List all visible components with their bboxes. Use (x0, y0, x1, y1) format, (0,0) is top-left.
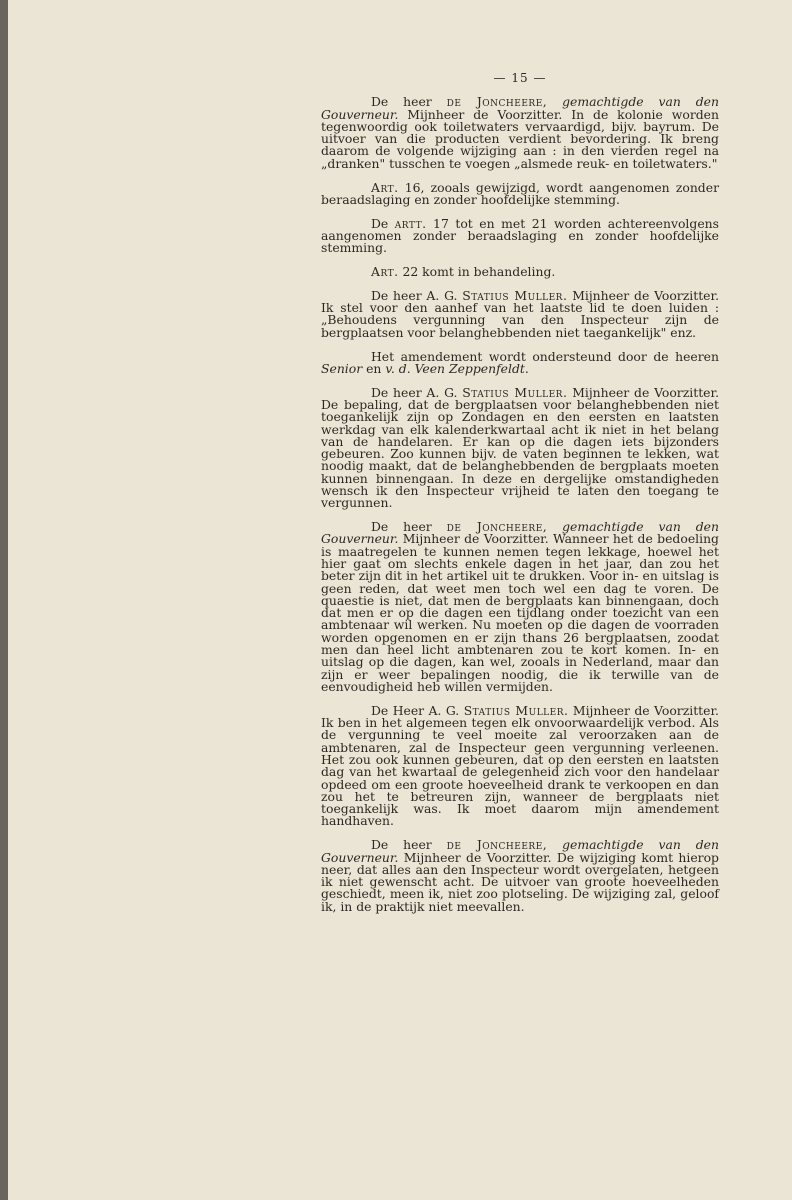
paragraph (321, 179, 719, 207)
paragraph (321, 96, 719, 170)
speaker-name: Statius Muller. (462, 384, 568, 400)
text-span: De (371, 215, 395, 231)
speaker-name: Art. (371, 179, 399, 195)
page-number: — 15 — (493, 71, 547, 85)
text-span: Mijnheer de Voorzitter. Wanneer het de bedoeling is maatregelen te kunnen nemen tegen lekkage, hoewel het hier gaat om slechts enkele dagen in het jaar, dan zou het beter zijn dit in het artikel uit te drukken. Voor in- en uitslag is geen reden, dat weet men toch wel een dag te voren. De quaestie is niet, dat men de bergplaats kan binnengaan, doch dat men er op die dagen een tijdlang onder toezicht van een ambtenaar wil werken. Nu moeten op die dagen de voorraden worden opgenomen en er zijn thans 26 bergplaatsen, zoodat men dan heel licht ambtenaren zou te kort komen. In- en uitslag op die dagen, kan wel, zooals in Nederland, maar dan zijn er weer bepalingen noodig, die ik terwille van de eenvoudigheid heb willen vermijden. (321, 531, 719, 694)
paragraph (321, 215, 719, 256)
text-span: De heer (371, 94, 447, 110)
speaker-name: Statius Muller. (462, 287, 568, 303)
text-span: 22 komt in behandeling. (398, 264, 556, 280)
paragraph (321, 384, 720, 511)
paragraph (321, 839, 719, 913)
speaker-name: de Joncheere, (446, 94, 548, 110)
text-span: en (362, 360, 386, 376)
text-span: Mijnheer de Voorzitter. Ik stel voor den aanhef van het laatste lid te doen luiden : „Behoudens vergunning van den Inspecteur zijn de bergplaatsen voor belanghebbenden niet taegankelijk" enz. (321, 287, 720, 340)
speaker-name: de Joncheere, (446, 519, 548, 535)
text-span: De heer A. G. (371, 384, 463, 400)
text-span: Mijnheer de Voorzitter. In de kolonie worden tegenwoordig ook toiletwaters vervaardigd, bijv. bayrum. De uitvoer van die producten verdient bevordering. Ik breng daarom de volgende wijziging aan : in den vierden regel na „dranken" tusschen te voegen „alsmede reuk- en toiletwaters." (321, 106, 719, 171)
text-span: De heer (371, 519, 447, 535)
text-span: De heer (371, 837, 447, 853)
paragraph (321, 702, 719, 829)
document-page (8, 0, 792, 1200)
text-span: De heer A. G. (371, 287, 463, 303)
paragraphs (321, 96, 719, 913)
text-column (321, 72, 719, 925)
speaker-name: Statius Muller. (463, 702, 569, 718)
italic-text: gemachtigde van den Gouverneur. (321, 519, 719, 547)
text-span: Het amendement wordt ondersteund door de heeren (371, 348, 719, 364)
text-span: De Heer A. G. (371, 702, 464, 718)
speaker-name: Art. (371, 264, 399, 280)
paragraph (321, 521, 719, 693)
paragraph (321, 287, 720, 340)
italic-text: gemachtigde van den Gouverneur. (321, 94, 719, 122)
italic-text: Senior (321, 360, 363, 376)
text-span: Mijnheer de Voorzitter. De bepaling, dat de bergplaatsen voor belanghebbenden niet toegankelijk zijn op Zondagen en den eersten en laatsten werkdag van elk kalenderkwartaal acht ik niet in het belang van de handelaren. Er kan op die dagen iets bijzonders gebeuren. Zoo kunnen bijv. de vaten beginnen te lekken, wat noodig maakt, dat de belanghebbenden de bergplaats moeten kunnen binnengaan. In deze en dergelijke omstandigheden wensch ik den Inspecteur vrijheid te laten den toegang te vergunnen. (321, 384, 720, 511)
italic-text: gemachtigde van den Gouverneur. (321, 837, 719, 865)
paragraph (321, 266, 719, 278)
italic-text: v. d. Veen Zeppenfeldt. (385, 360, 529, 376)
paragraph (321, 348, 719, 376)
speaker-name: de Joncheere, (446, 837, 548, 853)
text-span: 17 tot en met 21 worden achtereenvolgens aangenomen zonder beraadslaging en zonder hoofdelijke stemming. (321, 215, 719, 256)
speaker-name: artt. (394, 215, 427, 231)
text-span: 16, zooals gewijzigd, wordt aangenomen zonder beraadslaging en zonder hoofdelijke stemming. (321, 179, 719, 207)
text-span: Mijnheer de Voorzitter. De wijziging komt hierop neer, dat alles aan den Inspecteur wordt overgelaten, hetgeen ik niet gewenscht acht. De uitvoer van groote hoeveelheden geschiedt, meen ik, niet zoo plotseling. De wijziging zal, geloof ik, in de praktijk niet meevallen. (321, 849, 719, 914)
text-span: Mijnheer de Voorzitter. Ik ben in het algemeen tegen elk onvoorwaardelijk verbod. Als de vergunning te veel moeite zal veroorzaken aan de ambtenaren, zal de Inspecteur geen vergunning verleenen. Het zou ook kunnen gebeuren, dat op den eersten en laatsten dag van het kwartaal de gelegenheid zich voor den handelaar opdeed om een groote hoeveelheid drank te verkoopen en dan zou het te betreuren zijn, wanneer de bergplaats niet toegankelijk was. Ik moet daarom mijn amendement handhaven. (321, 702, 719, 829)
